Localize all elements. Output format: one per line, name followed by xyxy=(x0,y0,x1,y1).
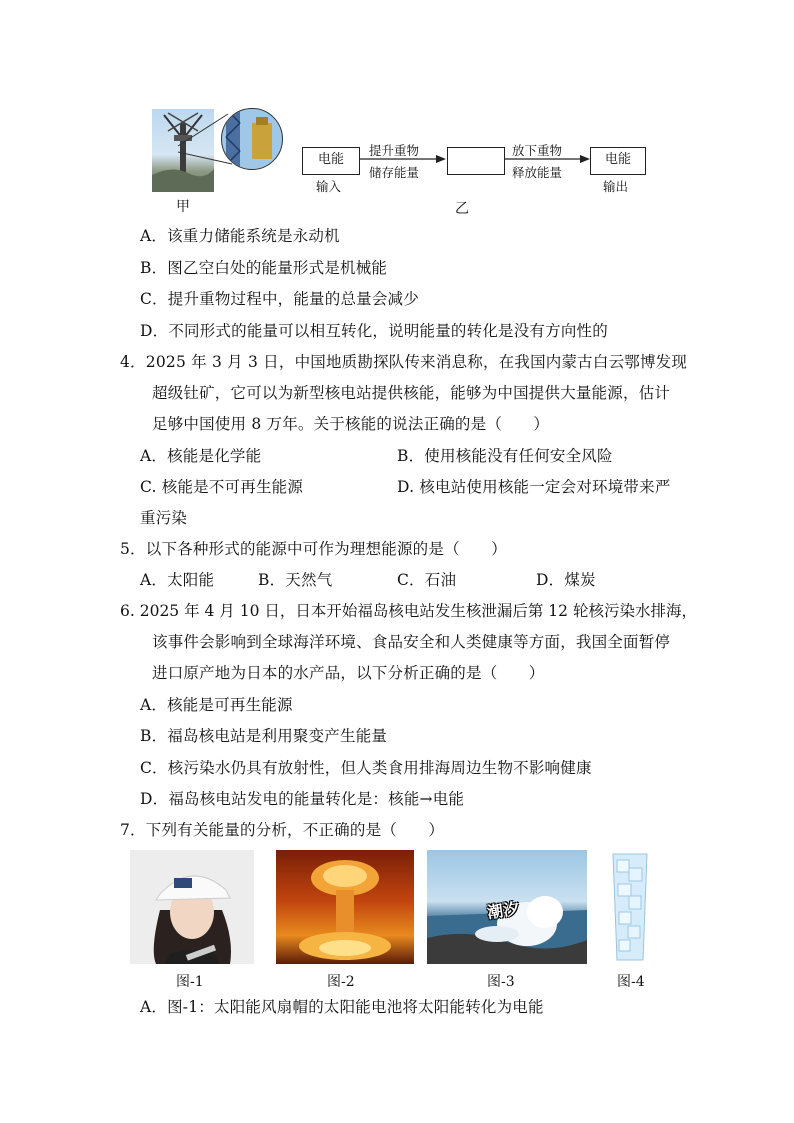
figure-caption-4: 图-4 xyxy=(617,974,645,990)
q4-stem-line1: 4．2025 年 3 月 3 日，中国地质勘探队传来消息称，在我国内蒙古白云鄂博发现 xyxy=(120,353,688,371)
q5-option-d: D．煤炭 xyxy=(536,571,596,589)
input-label: 输入 xyxy=(316,179,342,194)
q4-option-d-continued: 重污染 xyxy=(140,509,188,527)
q3-option-d: D．不同形式的能量可以相互转化，说明能量的转化是没有方向性的 xyxy=(140,322,608,340)
q4-option-b: B．使用核能没有任何安全风险 xyxy=(397,447,613,465)
figure-label-yi: 乙 xyxy=(455,201,469,217)
arrow1-top-label: 提升重物 xyxy=(369,143,420,158)
q3-option-a: A．该重力储能系统是永动机 xyxy=(140,227,340,245)
q6-stem-line2: 该事件会影响到全球海洋环境、食品安全和人类健康等方面，我国全面暂停 xyxy=(152,633,671,651)
ice-water-glass-photo xyxy=(609,850,651,964)
tide-label: 潮汐 xyxy=(485,898,521,923)
mushroom-cloud-illustration xyxy=(276,850,414,964)
q4-option-d: D. 核电站使用核能一定会对环境带来严 xyxy=(397,478,671,496)
zoomed-weight-photo xyxy=(221,108,283,170)
q5-option-a: A．太阳能 xyxy=(140,571,215,589)
arrow1-bottom-label: 储存能量 xyxy=(369,165,420,180)
nuclear-explosion-photo xyxy=(276,850,414,964)
q3-option-b: B．图乙空白处的能量形式是机械能 xyxy=(140,259,388,277)
solar-cap-photo xyxy=(130,850,254,964)
lattice-detail xyxy=(222,109,282,169)
figure-caption-1: 图-1 xyxy=(176,974,204,990)
q3-option-c: C．提升重物过程中，能量的总量会减少 xyxy=(140,290,419,308)
tidal-wave-photo xyxy=(427,850,587,964)
arrow2-bottom-label: 释放能量 xyxy=(512,165,563,180)
input-energy-box xyxy=(302,147,360,175)
q4-stem-line3: 足够中国使用 8 万年。关于核能的说法正确的是（ ） xyxy=(152,415,550,433)
figure-label-jia: 甲 xyxy=(176,199,190,215)
woman-with-cap-illustration xyxy=(130,850,254,964)
figure-caption-2: 图-2 xyxy=(327,974,355,990)
q6-option-d: D．福岛核电站发电的能量转化是：核能→电能 xyxy=(140,790,465,808)
q5-option-c: C．石油 xyxy=(397,571,457,589)
q6-stem-line1: 6. 2025 年 4 月 10 日，日本开始福岛核电站发生核泄漏后第 12 轮核污染水排海， xyxy=(120,602,697,620)
glass-of-ice-illustration xyxy=(609,850,651,964)
q4-stem-line2: 超级钍矿，它可以为新型核电站提供核能，能够为中国提供大量能源，估计 xyxy=(152,384,671,402)
q6-option-b: B．福岛核电站是利用聚变产生能量 xyxy=(140,727,388,745)
q6-option-a: A．核能是可再生能源 xyxy=(140,696,293,714)
arrow2-top-label: 放下重物 xyxy=(512,143,563,158)
figure-caption-3: 图-3 xyxy=(487,974,515,990)
q5-stem: 5．以下各种形式的能源中可作为理想能源的是（ ） xyxy=(120,540,507,558)
q6-stem-line3: 进口原产地为日本的水产品，以下分析正确的是（ ） xyxy=(152,664,545,682)
output-energy-box xyxy=(590,147,646,175)
q6-option-c: C．核污染水仍具有放射性，但人类食用排海周边生物不影响健康 xyxy=(140,759,592,777)
q5-option-b: B．天然气 xyxy=(258,571,333,589)
input-box-label: 电能 xyxy=(317,152,344,167)
output-box-label: 电能 xyxy=(604,152,631,167)
blank-energy-box xyxy=(447,147,505,175)
q7-option-a: A．图-1：太阳能风扇帽的太阳能电池将太阳能转化为电能 xyxy=(140,998,544,1016)
q4-option-a: A．核能是化学能 xyxy=(140,447,262,465)
q7-stem: 7．下列有关能量的分析，不正确的是（ ） xyxy=(120,821,445,839)
q4-option-c: C. 核能是不可再生能源 xyxy=(140,478,304,496)
output-label: 输出 xyxy=(603,179,629,194)
